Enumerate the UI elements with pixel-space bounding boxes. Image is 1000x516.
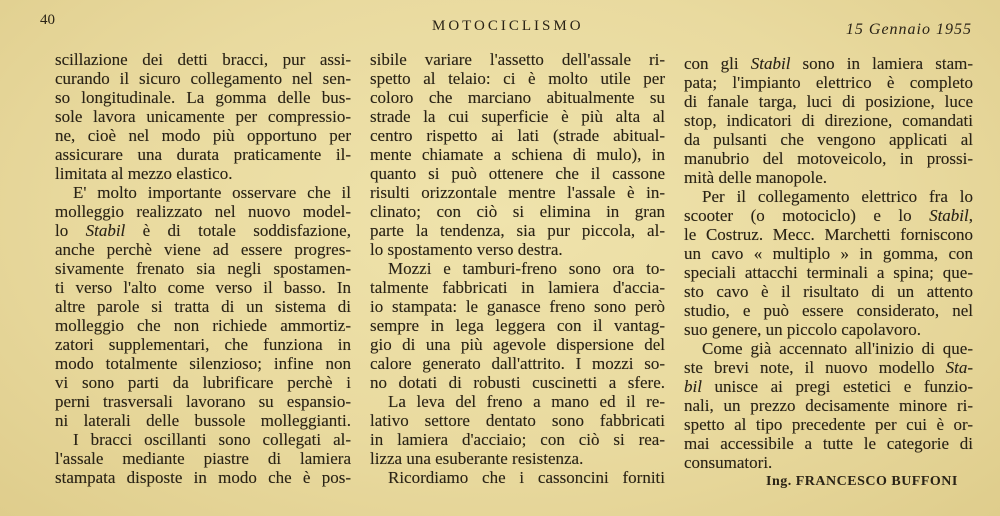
text-line	[684, 339, 973, 358]
text-line	[684, 415, 973, 434]
text-line	[55, 411, 351, 430]
text-line	[684, 358, 973, 377]
text-segment: gio di una più agevole dispersione del	[370, 335, 665, 354]
text-line	[684, 225, 973, 244]
text-line	[370, 164, 665, 183]
text-line	[370, 278, 665, 297]
text-segment: con gli	[684, 54, 751, 73]
text-line	[684, 187, 973, 206]
text-line	[55, 164, 351, 183]
text-segment: lizza una esuberante resistenza.	[370, 449, 584, 468]
text-line	[684, 149, 973, 168]
text-line	[684, 263, 973, 282]
text-segment: sivamente frenato sia negli spostamen-	[55, 259, 351, 278]
text-line	[370, 468, 665, 487]
text-column-2	[370, 50, 665, 487]
text-segment: E' molto importante osservare che il	[73, 183, 351, 202]
text-line	[55, 297, 351, 316]
text-column-1	[55, 50, 351, 487]
text-line	[370, 69, 665, 88]
text-segment: lativo settore dentato sono fabbricati	[370, 411, 665, 430]
text-line	[370, 430, 665, 449]
text-column-3	[684, 54, 973, 472]
text-line	[55, 221, 351, 240]
text-segment: ti verso l'alto come verso il basso. In	[55, 278, 351, 297]
text-line	[370, 373, 665, 392]
text-line	[684, 73, 973, 92]
text-line	[684, 377, 973, 396]
text-line	[370, 126, 665, 145]
text-line	[370, 202, 665, 221]
text-line	[684, 282, 973, 301]
text-segment: La leva del freno a mano ed il re-	[388, 392, 665, 411]
text-line	[370, 316, 665, 335]
text-segment: stop, indicatori di direzione, comandati	[684, 111, 973, 130]
text-segment: ni laterali delle bussole molleggianti.	[55, 411, 351, 430]
text-segment: anche perchè viene ad essere progres-	[55, 240, 351, 259]
text-segment: molleggio realizzato nel nuovo model-	[55, 202, 351, 221]
text-segment: Mozzi e tamburi-freno sono ora to-	[388, 259, 665, 278]
paragraph	[55, 183, 351, 430]
text-segment: limitata al mezzo elastico.	[55, 164, 233, 183]
text-line	[55, 202, 351, 221]
text-line	[684, 130, 973, 149]
text-line	[370, 50, 665, 69]
text-line	[55, 316, 351, 335]
text-line	[684, 453, 973, 472]
text-line	[684, 54, 973, 73]
text-line	[370, 335, 665, 354]
text-line	[55, 468, 351, 487]
text-segment: curando il sicuro collegamento nel sen-	[55, 69, 351, 88]
text-segment: mente chiamate a schiena di mulo), in	[370, 145, 665, 164]
text-segment: parte la tendenza, sia pur piccola, al-	[370, 221, 665, 240]
text-segment: I bracci oscillanti sono collegati al-	[73, 430, 351, 449]
text-segment: è di totale soddisfazione,	[125, 221, 351, 240]
paragraph	[55, 430, 351, 487]
text-line	[55, 373, 351, 392]
text-segment: mità delle manopole.	[684, 168, 828, 187]
text-segment: suo genere, un piccolo capolavoro.	[684, 320, 921, 339]
text-line	[55, 183, 351, 202]
text-segment: assicurare una durata praticamente il-	[55, 145, 351, 164]
text-segment: sibile variare l'assetto dell'assale ri-	[370, 50, 665, 69]
text-segment: perni trasversali lavorano su espansio-	[55, 392, 351, 411]
italic-text: Stabil	[929, 206, 969, 225]
text-segment: mai accessibile a tutte le categorie di	[684, 434, 973, 453]
paragraph	[370, 468, 665, 487]
text-line	[55, 278, 351, 297]
text-line	[55, 240, 351, 259]
text-line	[370, 145, 665, 164]
text-line	[370, 259, 665, 278]
text-segment: consumatori.	[684, 453, 773, 472]
text-line	[55, 145, 351, 164]
text-segment: studio, e può essere considerato, nel	[684, 301, 973, 320]
paragraph	[370, 259, 665, 392]
text-line	[684, 301, 973, 320]
text-segment: l'assale mediante piastre di lamiera	[55, 449, 351, 468]
text-segment: ,	[968, 206, 973, 225]
text-segment: Ricordiamo che i cassoncini forniti	[388, 468, 665, 487]
text-line	[55, 354, 351, 373]
text-segment: centro rispetto ai lati (strade abitual-	[370, 126, 665, 145]
text-line	[55, 50, 351, 69]
text-line	[684, 244, 973, 263]
paragraph	[684, 187, 973, 339]
text-line	[370, 183, 665, 202]
text-line	[684, 111, 973, 130]
text-segment: sono in lamiera stam-	[790, 54, 973, 73]
text-segment: quanto si può ottenere che il cassone	[370, 164, 665, 183]
text-segment: sole lavora unicamente per compressio-	[55, 107, 351, 126]
italic-text: Sta-	[945, 358, 973, 377]
text-line	[370, 297, 665, 316]
text-segment: un cavo « multiplo » in gomma, con	[684, 244, 973, 263]
text-segment: spetto al telaio: ci è molto utile per	[370, 69, 665, 88]
text-line	[370, 411, 665, 430]
text-segment: clinato; con ciò si elimina in gran	[370, 202, 665, 221]
text-line	[55, 335, 351, 354]
text-segment: scooter (o motociclo) e lo	[684, 206, 930, 225]
text-line	[55, 259, 351, 278]
text-segment: nali, un prezzo decisamente minore ri-	[684, 396, 973, 415]
text-segment: vi sono parti da lubrificare perchè i	[55, 373, 351, 392]
paragraph	[370, 50, 665, 259]
text-line	[370, 240, 665, 259]
text-segment: zatori supplementari, che funziona in	[55, 335, 351, 354]
magazine-title: MOTOCICLISMO	[432, 18, 584, 34]
text-segment: da pulsanti che vengono applicati al	[684, 130, 973, 149]
text-segment: speciali attacchi terminali a spina; que-	[684, 263, 973, 282]
text-segment: lo spostamento verso destra.	[370, 240, 563, 259]
text-segment: coloro che marciano abitualmente su	[370, 88, 665, 107]
page-number: 40	[40, 12, 55, 28]
text-segment: sempre in lega leggera con il vantag-	[370, 316, 665, 335]
text-line	[370, 107, 665, 126]
text-line	[684, 320, 973, 339]
text-segment: pata; l'impianto elettrico è completo	[684, 73, 973, 92]
text-segment: io stampata: le ganasce freno sono però	[370, 297, 665, 316]
text-segment: Per il collegamento elettrico fra lo	[702, 187, 973, 206]
paragraph	[370, 392, 665, 468]
text-line	[55, 392, 351, 411]
text-segment: calore generato dall'attrito. I mozzi so-	[370, 354, 665, 373]
text-segment: talmente fabbricati in lamiera d'accia-	[370, 278, 665, 297]
text-line	[370, 354, 665, 373]
text-line	[684, 168, 973, 187]
text-line	[55, 430, 351, 449]
text-segment: in lamiera d'acciaio; con ciò si rea-	[370, 430, 665, 449]
text-line	[55, 107, 351, 126]
text-segment: ne, cioè nel modo più opportuno per	[55, 126, 351, 145]
author-signature: Ing. FRANCESCO BUFFONI	[766, 474, 958, 489]
text-line	[684, 396, 973, 415]
text-line	[370, 449, 665, 468]
text-line	[55, 88, 351, 107]
text-segment: no dotati di robusti cuscinetti a sfere.	[370, 373, 665, 392]
issue-date: 15 Gennaio 1955	[845, 21, 972, 38]
text-segment: strade la cui superficie è più alta al	[370, 107, 665, 126]
text-segment: unisce ai pregi estetici e funzio-	[701, 377, 973, 396]
text-segment: di fanale targa, luci di posizione, luce	[684, 92, 973, 111]
text-segment: Come già accennato all'inizio di que-	[702, 339, 973, 358]
text-segment: lo	[55, 221, 86, 240]
paragraph	[684, 54, 973, 187]
text-line	[684, 206, 973, 225]
text-line	[55, 69, 351, 88]
text-line	[684, 434, 973, 453]
italic-text: bil	[684, 377, 702, 396]
text-segment: scillazione dei detti bracci, pur assi-	[55, 50, 351, 69]
text-segment: sto cavo è il risultato di un attento	[684, 282, 973, 301]
text-segment: so longitudinale. La gomma delle bus-	[55, 88, 351, 107]
text-segment: stampata disposte in modo che è pos-	[55, 468, 351, 487]
text-line	[684, 92, 973, 111]
text-line	[55, 126, 351, 145]
text-segment: manubrio del motoveicolo, in prossi-	[684, 149, 973, 168]
text-line	[55, 449, 351, 468]
text-segment: molleggio che non richiede ammortiz-	[55, 316, 351, 335]
paragraph	[55, 50, 351, 183]
text-line	[370, 221, 665, 240]
text-line	[370, 88, 665, 107]
italic-text: Stabil	[85, 221, 126, 240]
text-segment: spetto al tipo precedente per cui è or-	[684, 415, 973, 434]
text-line	[370, 392, 665, 411]
text-segment: altre parole si tratta di un sistema di	[55, 297, 351, 316]
text-segment: modo totalmente silenzioso; infine non	[55, 354, 351, 373]
italic-text: Stabil	[750, 54, 791, 73]
text-segment: ste brevi note, il nuovo modello	[684, 358, 946, 377]
text-segment: risulti orizzontale mentre l'assale è in-	[370, 183, 665, 202]
paragraph	[684, 339, 973, 472]
text-segment: le Costruz. Mecc. Marchetti forniscono	[684, 225, 973, 244]
